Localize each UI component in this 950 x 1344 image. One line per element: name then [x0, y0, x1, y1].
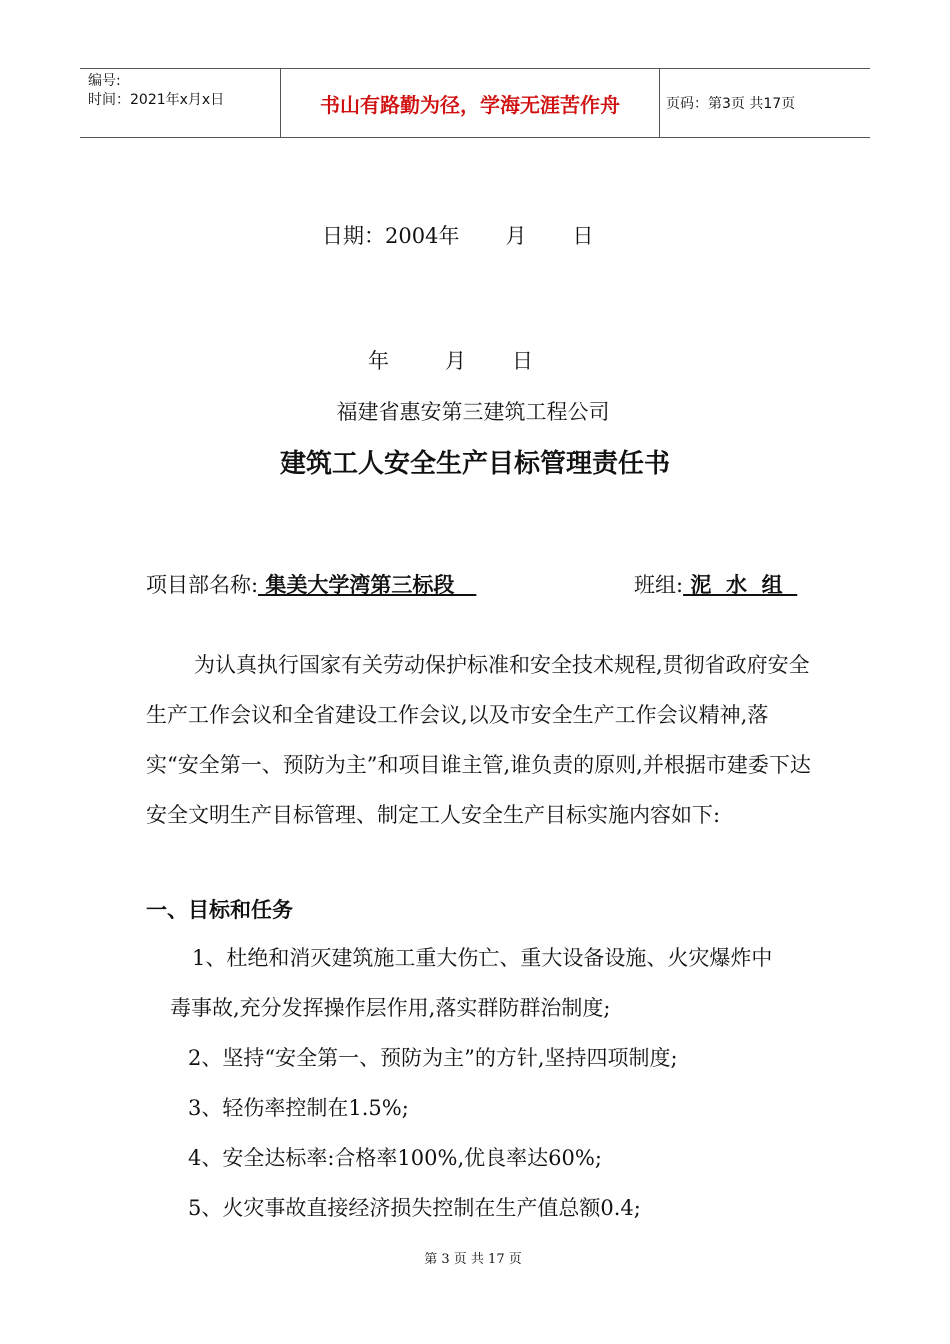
date-line — [322, 220, 593, 250]
list-item: 3、轻伤率控制在1.5%; — [188, 1096, 409, 1120]
blank-year: 年 — [368, 349, 389, 373]
list-item: 毒事故,充分发挥操作层作用,落实群防群治制度; — [170, 996, 611, 1020]
intro-text: 为认真执行国家有关劳动保护标准和安全技术规程,贯彻省政府安全生产工作会议和全省建设工作会议,以及市安全生产工作会议精神,落实“安全第一、预防为主”和项目谁主管,谁负责的原则,并根据市建委下达安全文明生产目标管理、制定工人安全生产目标实施内容如下: — [146, 653, 811, 827]
date-day: 日 — [572, 224, 594, 248]
blank-month: 月 — [445, 349, 466, 373]
number-label: 编号: — [88, 73, 121, 89]
team-value: 泥 水 组 — [683, 573, 798, 597]
page-footer: 第 3 页 共 17 页 — [424, 1252, 522, 1267]
header-page-info: 页码：第3页 共17页 — [666, 96, 796, 112]
header-meta — [80, 69, 280, 137]
section-heading: 一、目标和任务 — [146, 898, 293, 922]
project-label: 项目部名称: — [146, 573, 259, 597]
time-label: 时间：2021年x月x日 — [88, 92, 225, 108]
date-month: 月 — [505, 224, 527, 248]
team-label: 班组: — [634, 573, 684, 597]
project-value: 集美大学湾第三标段 — [258, 573, 477, 597]
project-line — [146, 569, 476, 599]
blank-date-line — [368, 345, 533, 375]
page-header — [80, 68, 870, 138]
blank-day: 日 — [512, 349, 533, 373]
company-name: 福建省惠安第三建筑工程公司 — [336, 400, 610, 424]
date-label: 日期：2004年 — [322, 224, 460, 248]
team-line — [634, 569, 797, 599]
list-item: 1、杜绝和消灭建筑施工重大伤亡、重大设备设施、火灾爆炸中 — [192, 946, 773, 970]
motto: 书山有路勤为径，学海无涯苦作舟 — [280, 69, 660, 137]
list-item: 4、安全达标率:合格率100%,优良率达60%; — [188, 1146, 602, 1170]
intro-paragraph — [146, 640, 811, 840]
document-title: 建筑工人安全生产目标管理责任书 — [279, 449, 670, 479]
list-item: 2、坚持“安全第一、预防为主”的方针,坚持四项制度; — [188, 1046, 678, 1070]
list-item: 5、火灾事故直接经济损失控制在生产值总额0.4; — [188, 1196, 641, 1220]
